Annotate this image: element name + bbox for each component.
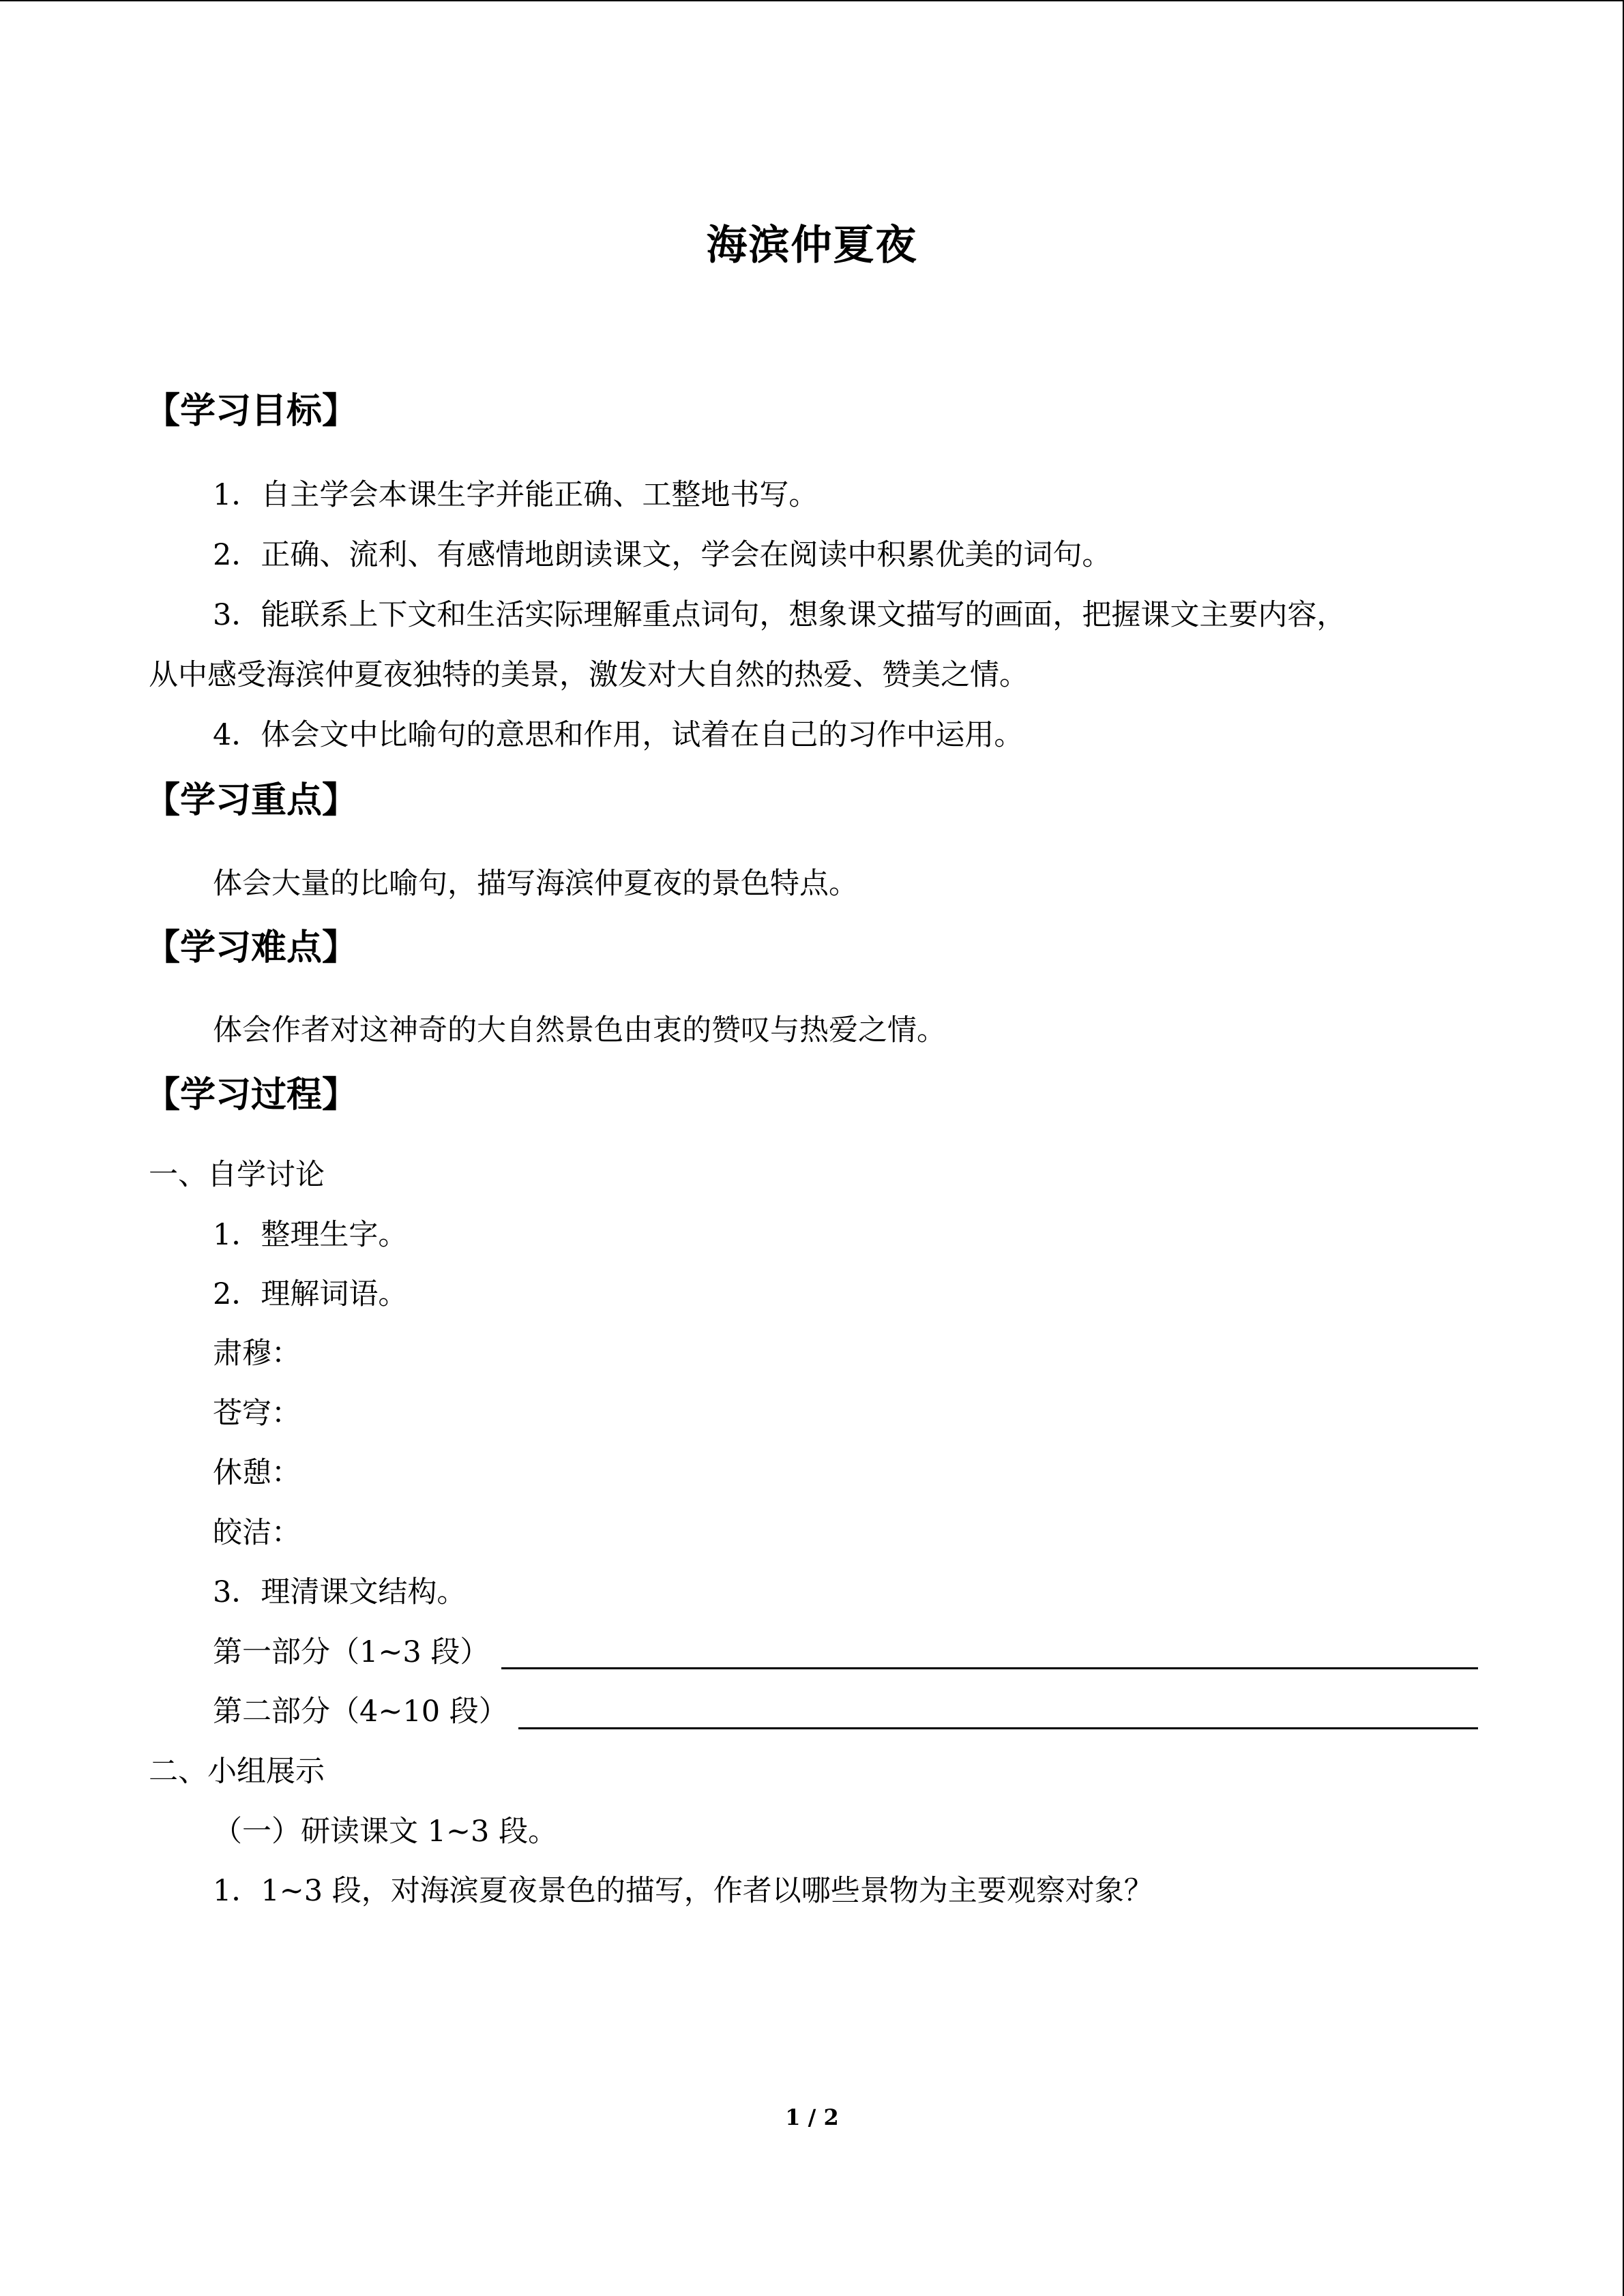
- term-xiuqi: 休憩：: [213, 1456, 301, 1490]
- term-sumu: 肃穆：: [213, 1337, 301, 1371]
- part2-sub1: （一）研读课文 1~3 段。: [213, 1815, 558, 1849]
- objective-item-1: 1．自主学会本课生字并能正确、工整地书写。: [213, 478, 818, 512]
- structure-part-1-answer-line[interactable]: [501, 1667, 1478, 1669]
- page-number: 1 / 2: [785, 2104, 839, 2130]
- structure-part-1-label: 第一部分（1~3 段）: [213, 1635, 490, 1669]
- objective-item-3: 3．能联系上下文和生活实际理解重点词句，想象课文描写的画面，把握课文主要内容，: [213, 598, 1346, 632]
- part2-label: 二、小组展示: [149, 1755, 325, 1789]
- document-title: 海滨仲夏夜: [706, 222, 918, 269]
- key-points-text: 体会大量的比喻句，描写海滨仲夏夜的景色特点。: [213, 867, 858, 901]
- part1-step2: 2．理解词语。: [213, 1277, 408, 1311]
- structure-part-2-label: 第二部分（4~10 段）: [213, 1695, 508, 1729]
- term-jiaojie: 皎洁：: [213, 1516, 301, 1550]
- key-points-heading: 【学习重点】: [145, 779, 358, 821]
- part2-question1: 1．1~3 段，对海滨夏夜景色的描写，作者以哪些景物为主要观察对象？: [213, 1874, 1153, 1908]
- part1-step3: 3．理清课文结构。: [213, 1575, 467, 1609]
- part1-step1: 1．整理生字。: [213, 1218, 408, 1252]
- objective-item-3-continued: 从中感受海滨仲夏夜独特的美景，激发对大自然的热爱、赞美之情。: [149, 658, 1029, 692]
- term-cangqiong: 苍穹：: [213, 1397, 301, 1431]
- difficulties-text: 体会作者对这神奇的大自然景色由衷的赞叹与热爱之情。: [213, 1013, 946, 1047]
- objective-item-2: 2．正确、流利、有感情地朗读课文，学会在阅读中积累优美的词句。: [213, 538, 1112, 572]
- process-heading: 【学习过程】: [145, 1074, 358, 1116]
- structure-part-2-answer-line[interactable]: [518, 1727, 1478, 1729]
- difficulties-heading: 【学习难点】: [145, 927, 358, 968]
- part1-label: 一、自学讨论: [149, 1158, 325, 1192]
- objectives-heading: 【学习目标】: [145, 390, 358, 432]
- objective-item-4: 4．体会文中比喻句的意思和作用，试着在自己的习作中运用。: [213, 718, 1024, 752]
